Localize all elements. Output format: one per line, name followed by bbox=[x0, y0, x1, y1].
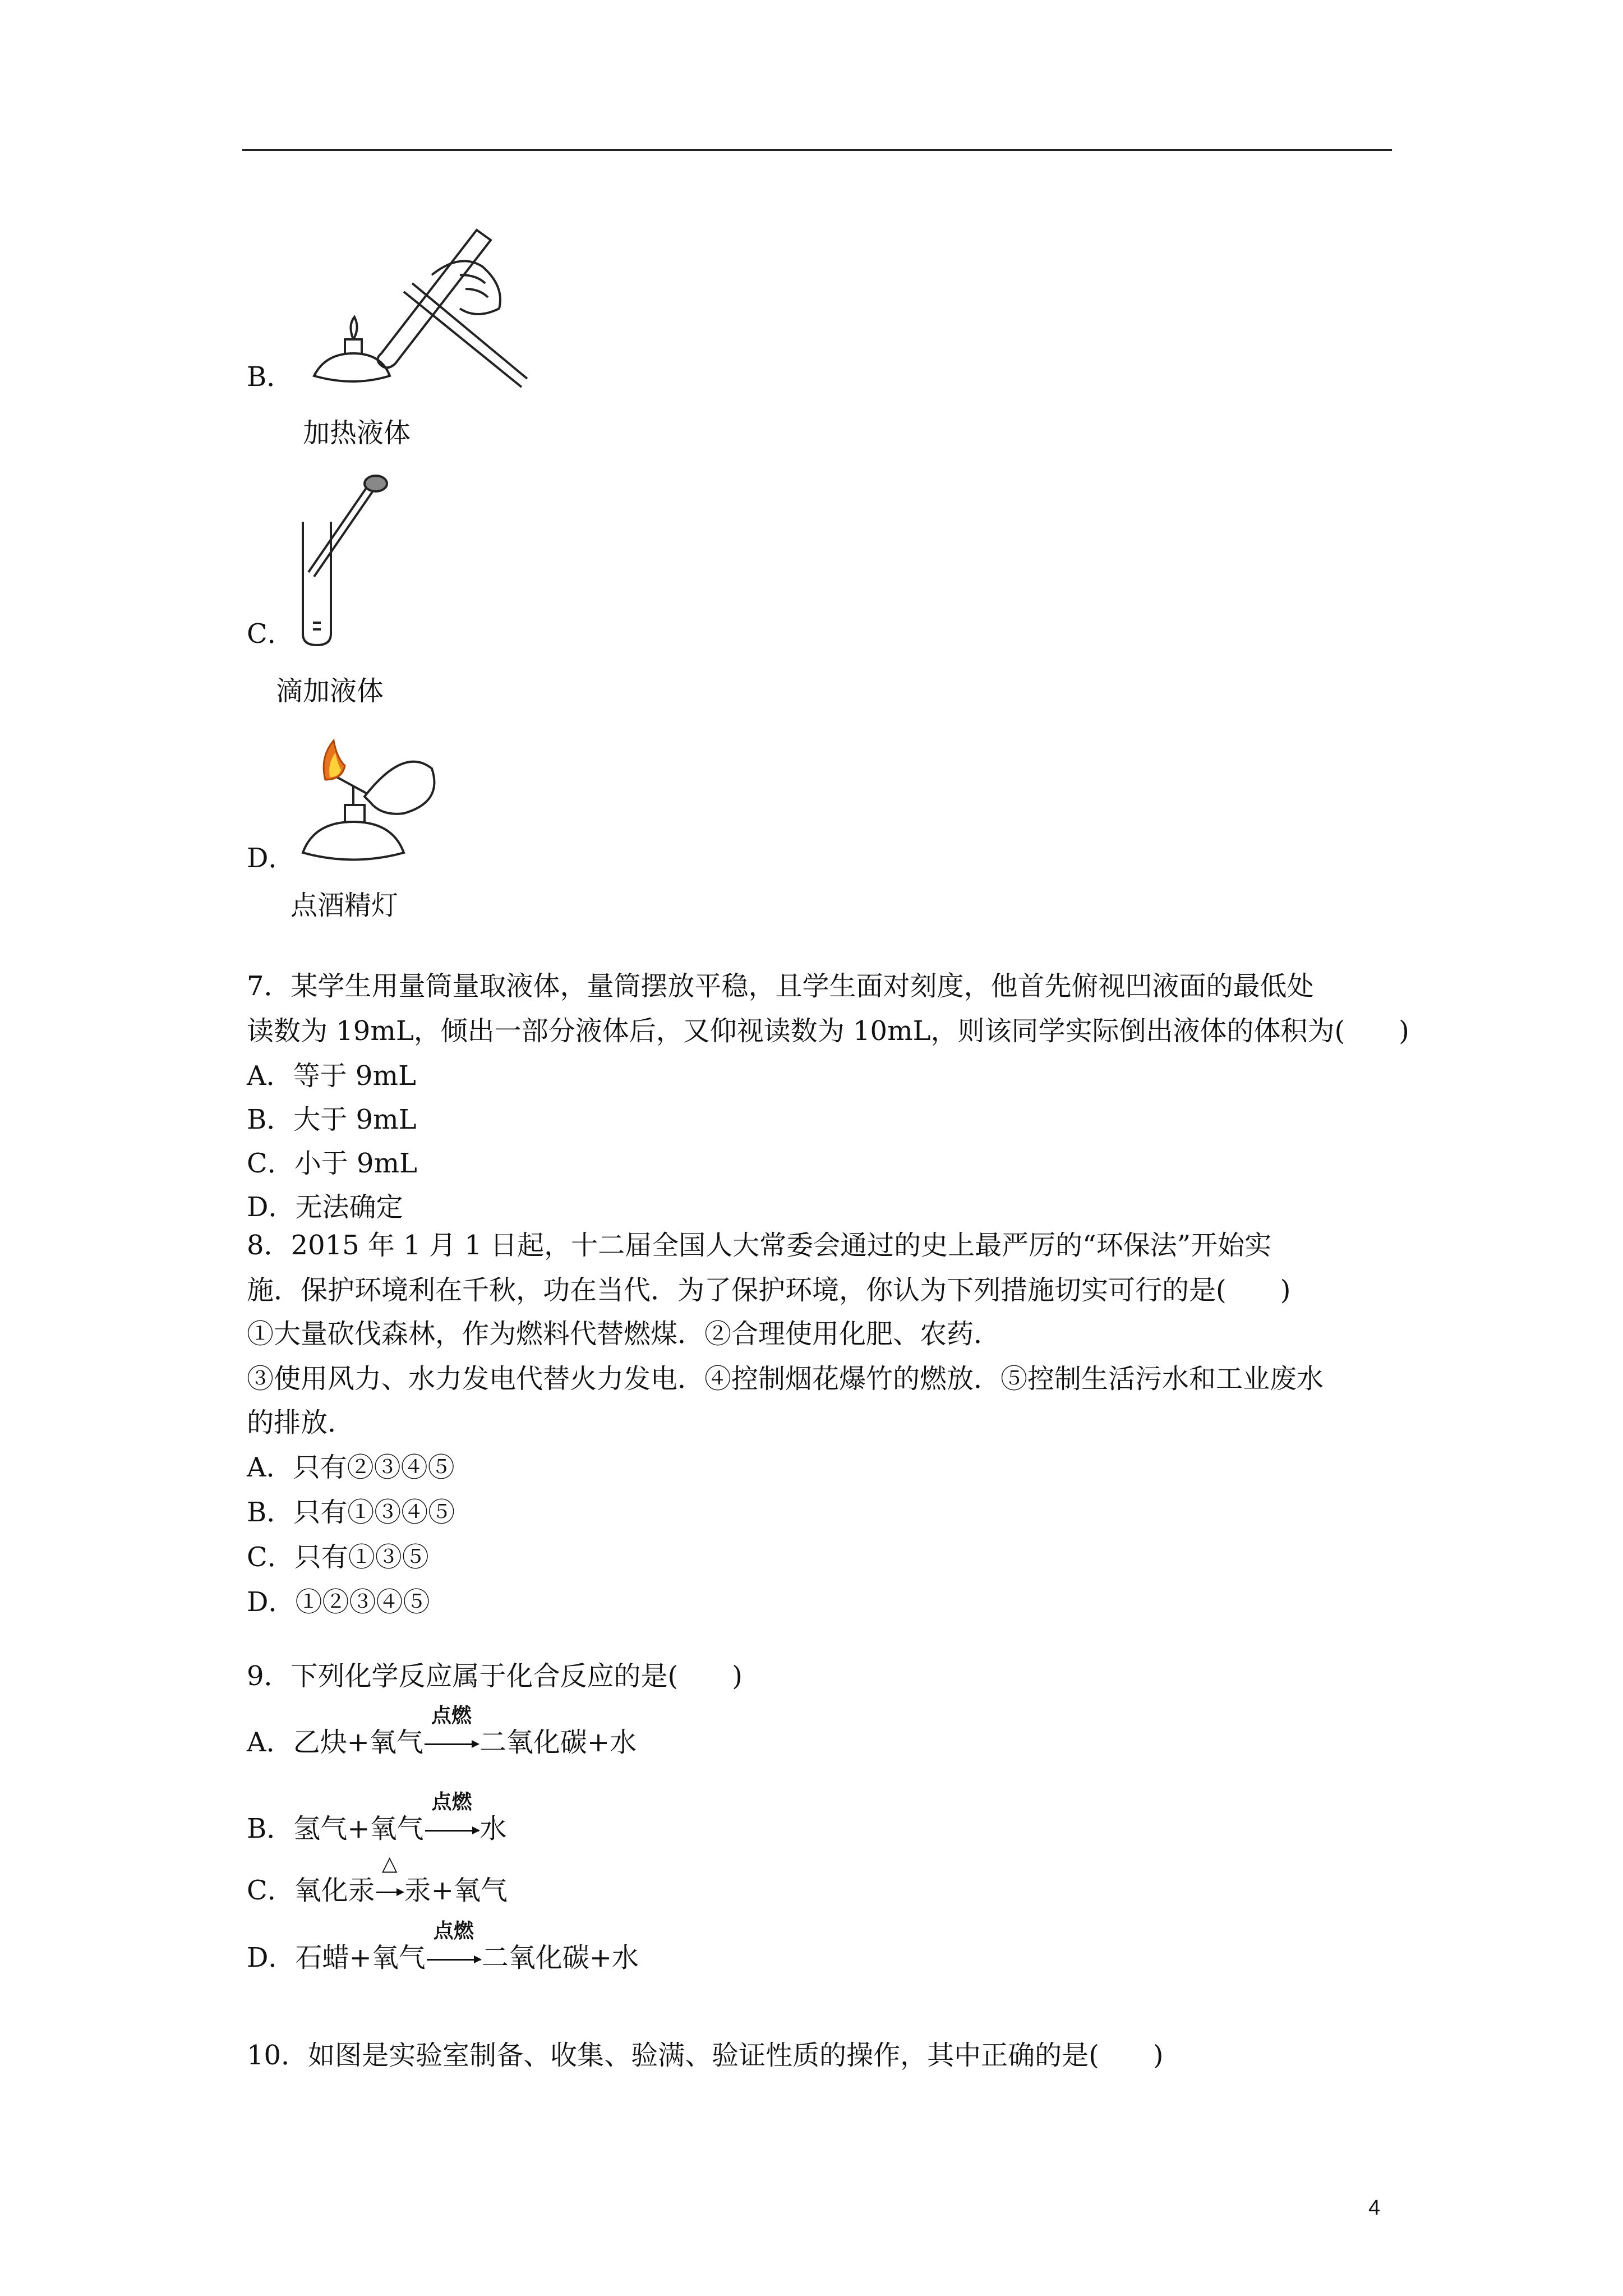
lighting-lamp-figure bbox=[292, 724, 443, 869]
q9-b-products: 水 bbox=[479, 1813, 507, 1844]
q8-option-b: B．只有①③④⑤ bbox=[247, 1497, 455, 1528]
reaction-arrow bbox=[376, 1852, 403, 1907]
option-c-caption: 滴加液体 bbox=[276, 675, 384, 707]
q10-stem: 10．如图是实验室制备、收集、验满、验证性质的操作，其中正确的是( ) bbox=[247, 2040, 1164, 2071]
page-number: 4 bbox=[1368, 2196, 1381, 2220]
reaction-condition: 点燃 bbox=[431, 1790, 472, 1814]
q9-a-reactants: A．乙炔+氧气 bbox=[247, 1727, 423, 1758]
reaction-arrow bbox=[425, 1790, 479, 1846]
dropper-figure bbox=[292, 471, 404, 651]
option-d-caption: 点酒精灯 bbox=[291, 890, 399, 921]
q7-option-c: C．小于 9mL bbox=[247, 1148, 417, 1179]
q9-c-reactants: C．氧化汞 bbox=[247, 1875, 375, 1906]
q8-line3: ①大量砍伐森林，作为燃料代替燃煤．②合理使用化肥、农药． bbox=[247, 1318, 1001, 1350]
reaction-arrow bbox=[425, 1704, 478, 1759]
q7-line1: 7．某学生用量筒量取液体，量筒摆放平稳，且学生面对刻度，他首先俯视凹液面的最低处 bbox=[247, 970, 1314, 1002]
q9-a-products: 二氧化碳+水 bbox=[479, 1727, 637, 1758]
q9-option-d bbox=[247, 1919, 639, 1975]
q7-option-b: B．大于 9mL bbox=[247, 1104, 417, 1135]
q8-line2: 施．保护环境利在千秋，功在当代．为了保护环境，你认为下列措施切实可行的是( ) bbox=[247, 1274, 1291, 1306]
q8-line5: 的排放． bbox=[247, 1407, 355, 1438]
q8-line4: ③使用风力、水力发电代替火力发电．④控制烟花爆竹的燃放．⑤控制生活污水和工业废水 bbox=[247, 1363, 1324, 1395]
q7-option-d: D．无法确定 bbox=[247, 1191, 403, 1223]
reaction-condition: 点燃 bbox=[431, 1704, 472, 1727]
q9-d-reactants: D．石蜡+氧气 bbox=[247, 1942, 426, 1973]
q9-d-products: 二氧化碳+水 bbox=[481, 1942, 639, 1973]
reaction-arrow bbox=[427, 1919, 481, 1975]
q8-option-c: C．只有①③⑤ bbox=[247, 1542, 429, 1573]
q9-b-reactants: B．氢气+氧气 bbox=[247, 1813, 424, 1844]
q9-option-a bbox=[247, 1704, 637, 1759]
option-b-letter: B． bbox=[247, 361, 294, 393]
heating-liquid-figure bbox=[292, 213, 538, 393]
option-d-letter: D． bbox=[247, 843, 296, 874]
q9-c-products: 汞+氧气 bbox=[404, 1875, 508, 1906]
q8-option-a: A．只有②③④⑤ bbox=[247, 1452, 455, 1483]
q9-option-c bbox=[247, 1852, 508, 1907]
q7-option-a: A．等于 9mL bbox=[247, 1060, 416, 1092]
reaction-condition: 点燃 bbox=[433, 1919, 474, 1943]
q8-line1: 8．2015 年 1 月 1 日起，十二届全国人大常委会通过的史上最严厉的“环保法”开始实 bbox=[247, 1230, 1272, 1261]
q9-option-b bbox=[247, 1790, 507, 1846]
option-b-caption: 加热液体 bbox=[303, 417, 411, 449]
q8-option-d: D．①②③④⑤ bbox=[247, 1586, 430, 1618]
q7-line2: 读数为 19mL，倾出一部分液体后，又仰视读数为 10mL，则该同学实际倒出液体的体积为( ) bbox=[247, 1015, 1409, 1047]
header-rule bbox=[242, 149, 1392, 151]
reaction-condition: △ bbox=[381, 1852, 398, 1875]
option-c-letter: C． bbox=[247, 618, 294, 650]
q9-stem: 9．下列化学反应属于化合反应的是( ) bbox=[247, 1660, 743, 1692]
